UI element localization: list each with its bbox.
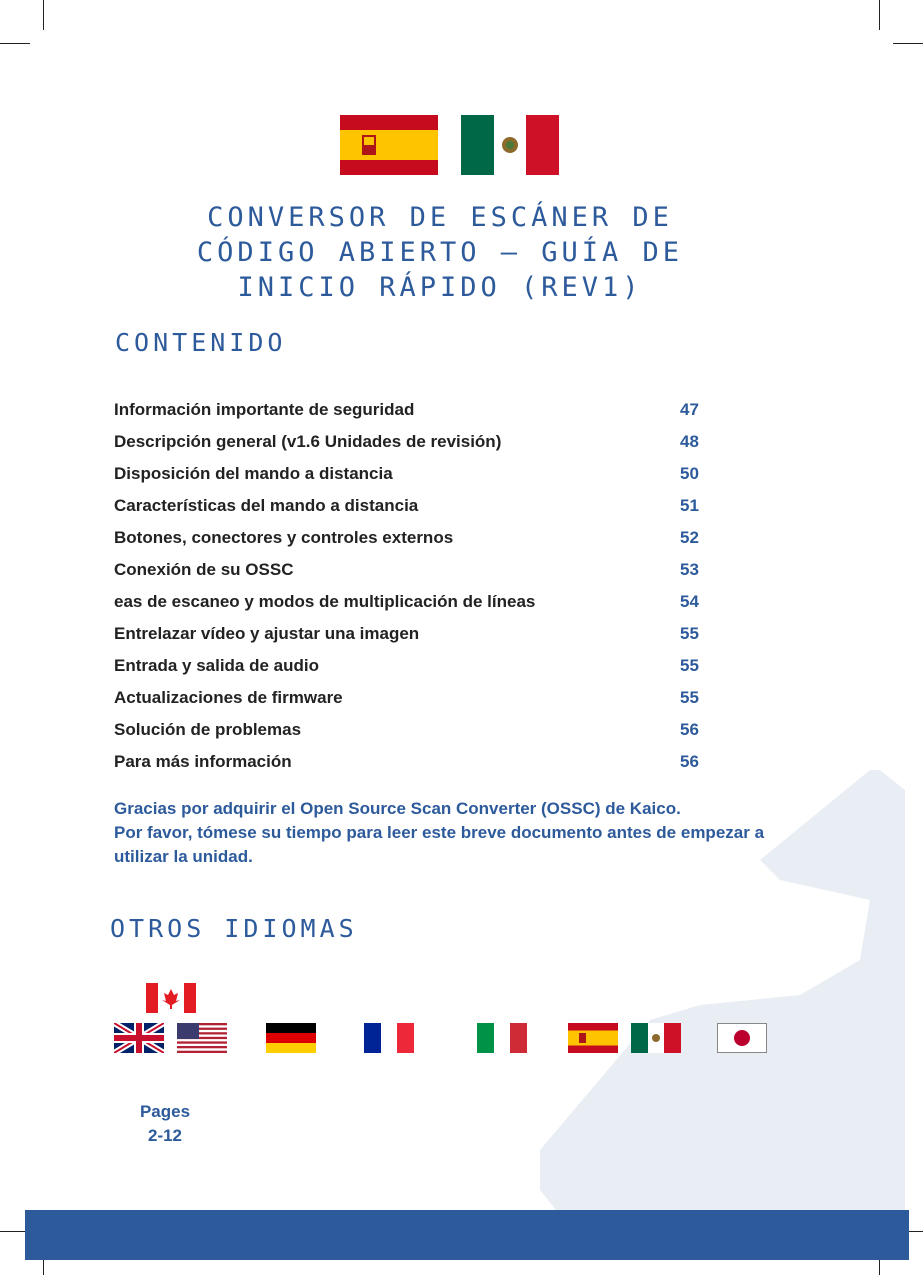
contents-heading: CONTENIDO (115, 328, 287, 357)
toc-page: 47 (680, 400, 699, 419)
mexico-flag[interactable] (631, 1023, 681, 1053)
toc-label: Botones, conectores y controles externos (114, 528, 454, 547)
toc-row[interactable] (114, 622, 714, 654)
table-of-contents (114, 398, 714, 782)
france-flag[interactable] (364, 1023, 414, 1053)
toc-page: 55 (680, 624, 699, 643)
document-title (130, 200, 750, 305)
uk-flag[interactable] (114, 1023, 164, 1053)
toc-row[interactable] (114, 558, 714, 590)
toc-page: 50 (680, 464, 699, 483)
toc-label: Información importante de seguridad (114, 400, 415, 419)
toc-row[interactable] (114, 686, 714, 718)
toc-label: Solución de problemas (114, 720, 302, 739)
title-line: CÓDIGO ABIERTO – GUÍA DE (196, 237, 684, 268)
intro-paragraph: Gracias por adquirir el Open Source Scan Converter (OSSC) de Kaico. (114, 799, 681, 818)
japan-flag[interactable] (717, 1023, 767, 1053)
mexico-flag (461, 115, 559, 175)
title-line: INICIO RÁPIDO (REV1) (237, 272, 643, 303)
italy-flag[interactable] (477, 1023, 527, 1053)
toc-row[interactable] (114, 462, 714, 494)
toc-label: Entrelazar vídeo y ajustar una imagen (114, 624, 420, 643)
pages-range: 2-12 (147, 1126, 183, 1145)
toc-row[interactable] (114, 430, 714, 462)
toc-row[interactable] (114, 750, 714, 782)
intro-paragraph: Por favor, tómese su tiempo para leer este breve documento antes de empezar a utilizar la unidad. (114, 823, 765, 866)
toc-page: 56 (680, 720, 699, 739)
toc-page: 55 (680, 656, 699, 675)
toc-row[interactable] (114, 590, 714, 622)
toc-page: 48 (680, 432, 699, 451)
toc-label: Para más información (114, 752, 292, 771)
spain-flag[interactable] (568, 1023, 618, 1053)
toc-row[interactable] (114, 494, 714, 526)
germany-flag[interactable] (266, 1023, 316, 1053)
toc-page: 52 (680, 528, 699, 547)
canada-flag[interactable] (146, 983, 196, 1013)
toc-row[interactable] (114, 526, 714, 558)
intro-text (114, 797, 794, 869)
toc-page: 51 (680, 496, 699, 515)
toc-label: Descripción general (v1.6 Unidades de revisión) (114, 432, 502, 451)
toc-row[interactable] (114, 718, 714, 750)
other-languages-heading: OTROS IDIOMAS (110, 914, 358, 943)
title-line: CONVERSOR DE ESCÁNER DE (207, 202, 673, 233)
footer-bar (25, 1210, 909, 1260)
toc-page: 54 (680, 592, 699, 611)
pages-text: Pages (139, 1102, 191, 1121)
toc-row[interactable] (114, 654, 714, 686)
toc-label: Disposición del mando a distancia (114, 464, 393, 483)
toc-label: Actualizaciones de firmware (114, 688, 343, 707)
toc-page: 56 (680, 752, 699, 771)
usa-flag[interactable] (177, 1023, 227, 1053)
toc-label: Características del mando a distancia (114, 496, 419, 515)
pages-label (128, 1100, 202, 1148)
spain-flag (340, 115, 438, 175)
toc-label: Conexión de su OSSC (114, 560, 294, 579)
toc-page: 53 (680, 560, 699, 579)
toc-label: eas de escaneo y modos de multiplicación de líneas (114, 592, 536, 611)
toc-row[interactable] (114, 398, 714, 430)
toc-label: Entrada y salida de audio (114, 656, 320, 675)
toc-page: 55 (680, 688, 699, 707)
